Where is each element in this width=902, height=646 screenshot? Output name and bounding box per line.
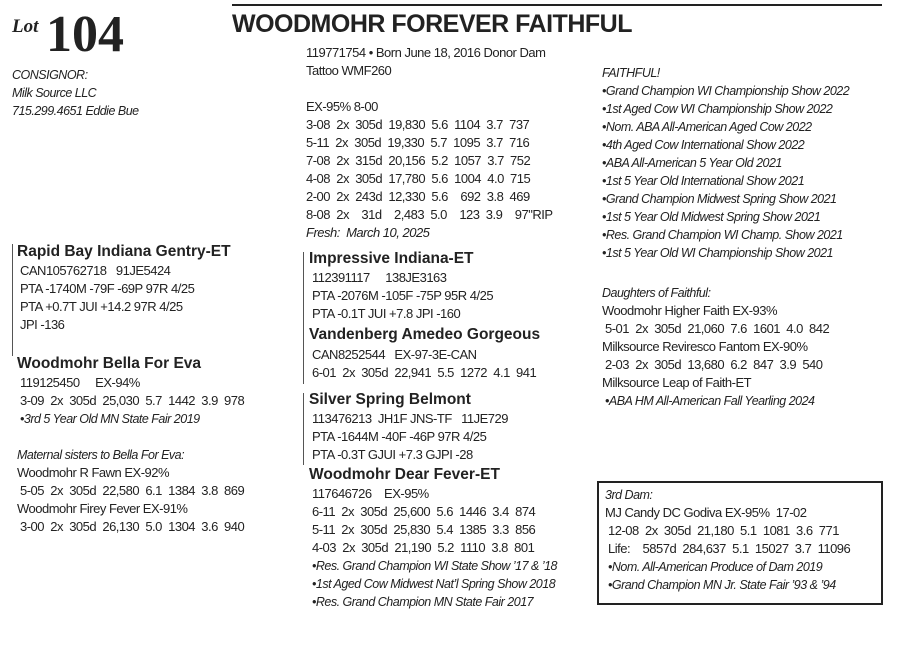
record-row: 8-08 2x 31d 2,483 5.0 123 3.9 97"RIP xyxy=(306,207,553,222)
dam-dam-id: 117646726 EX-95% xyxy=(312,486,429,501)
maternal-sisters xyxy=(17,446,244,536)
dam-sire-bracket xyxy=(303,393,304,465)
sire-sire-details xyxy=(312,269,493,323)
maternal-label: Maternal sisters to Bella For Eva: xyxy=(17,448,185,462)
dam-dam-award: •Res. Grand Champion WI State Show ’17 & ’18 xyxy=(312,559,558,573)
consignor-label: CONSIGNOR: xyxy=(12,68,88,82)
award-item: •1st 5 Year Old Midwest Spring Show 2021 xyxy=(602,210,821,224)
dam-dam-details xyxy=(312,485,557,611)
sire-dam-line: CAN8252544 EX-97-3E-CAN xyxy=(312,347,477,362)
dam-dam-name: Woodmohr Dear Fever-ET xyxy=(309,466,500,483)
sire-details xyxy=(20,262,194,334)
award-item: •1st 5 Year Old International Show 2021 xyxy=(602,174,805,188)
third-dam-life: Life: 5857d 284,637 5.1 15027 3.7 11096 xyxy=(608,541,851,556)
sire-sire-line: 112391117 138JE3163 xyxy=(312,270,447,285)
dam-dam-record: 6-11 2x 305d 25,600 5.6 1446 3.4 874 xyxy=(312,504,536,519)
third-dam-award: •Grand Champion MN Jr. State Fair ’93 & ’94 xyxy=(608,578,836,592)
page-title: WOODMOHR FOREVER FAITHFUL xyxy=(232,10,632,38)
sire-dam-line: 6-01 2x 305d 22,941 5.5 1272 4.1 941 xyxy=(312,365,537,380)
record-row: 7-08 2x 315d 20,156 5.2 1057 3.7 752 xyxy=(306,153,531,168)
dam-dam-record: 5-11 2x 305d 25,830 5.4 1385 3.3 856 xyxy=(312,522,536,537)
award-item: •Grand Champion Midwest Spring Show 2021 xyxy=(602,192,837,206)
daughter-record: 5-01 2x 305d 21,060 7.6 1601 4.0 842 xyxy=(605,321,830,336)
record-row: 5-11 2x 305d 19,330 5.7 1095 3.7 716 xyxy=(306,135,530,150)
daughters-section xyxy=(602,284,829,410)
award-item: •1st Aged Cow WI Championship Show 2022 xyxy=(602,102,833,116)
animal-id-line: 119771754 • Born June 18, 2016 Donor Dam xyxy=(306,45,546,60)
third-dam-label: 3rd Dam: xyxy=(605,488,653,502)
sister-name: Woodmohr Firey Fever EX-91% xyxy=(17,501,188,516)
sire-sire-bracket xyxy=(303,252,304,384)
award-item: •ABA All-American 5 Year Old 2021 xyxy=(602,156,782,170)
daughter-award: •ABA HM All-American Fall Yearling 2024 xyxy=(605,394,815,408)
third-dam-section xyxy=(605,486,850,594)
dam-details xyxy=(20,374,244,428)
dam-sire-line: PTA -0.3T GJUI +7.3 GJPI -28 xyxy=(312,447,473,462)
sire-line: PTA +0.7T JUI +14.2 97R 4/25 xyxy=(20,299,183,314)
faithful-awards xyxy=(602,64,849,262)
sire-sire-line: PTA -2076M -105F -75P 95R 4/25 xyxy=(312,288,494,303)
animal-info xyxy=(306,44,553,242)
animal-classification: EX-95% 8-00 xyxy=(306,99,378,114)
dam-sire-line: PTA -1644M -40F -46P 97R 4/25 xyxy=(312,429,487,444)
record-row: 2-00 2x 243d 12,330 5.6 692 3.8 469 xyxy=(306,189,530,204)
sire-dam-name: Vandenberg Amedeo Gorgeous xyxy=(309,326,541,343)
sister-record: 5-05 2x 305d 22,580 6.1 1384 3.8 869 xyxy=(20,483,245,498)
consignor-name: Milk Source LLC xyxy=(12,86,97,100)
dam-sire-name: Silver Spring Belmont xyxy=(309,391,471,408)
dam-dam-award: •1st Aged Cow Midwest Nat’l Spring Show 2018 xyxy=(312,577,556,591)
dam-id: 119125450 EX-94% xyxy=(20,375,140,390)
dam-name: Woodmohr Bella For Eva xyxy=(17,355,202,372)
lot-label: Lot xyxy=(12,16,39,37)
daughter-name: Woodmohr Higher Faith EX-93% xyxy=(602,303,778,318)
award-item: •Grand Champion WI Championship Show 2022 xyxy=(602,84,850,98)
sire-line: CAN105762718 91JE5424 xyxy=(20,263,171,278)
sire-line: JPI -136 xyxy=(20,317,65,332)
third-dam-award: •Nom. All-American Produce of Dam 2019 xyxy=(608,560,823,574)
award-item: •Nom. ABA All-American Aged Cow 2022 xyxy=(602,120,812,134)
award-item: •4th Aged Cow International Show 2022 xyxy=(602,138,805,152)
consignor-phone: 715.299.4651 Eddie Bue xyxy=(12,104,139,118)
record-row: 4-08 2x 305d 17,780 5.6 1004 4.0 715 xyxy=(306,171,531,186)
daughter-name: Milksource Leap of Faith-ET xyxy=(602,375,752,390)
sire-sire-name: Impressive Indiana-ET xyxy=(309,250,474,267)
award-item: •Res. Grand Champion WI Champ. Show 2021 xyxy=(602,228,843,242)
fresh-date: Fresh: March 10, 2025 xyxy=(306,225,430,240)
third-dam-name: MJ Candy DC Godiva EX-95% 17-02 xyxy=(605,505,807,520)
animal-tattoo: Tattoo WMF260 xyxy=(306,63,392,78)
dam-record: 3-09 2x 305d 25,030 5.7 1442 3.9 978 xyxy=(20,393,245,408)
daughter-name: Milksource Reviresco Fantom EX-90% xyxy=(602,339,808,354)
lot-number: 104 xyxy=(46,6,124,63)
dam-dam-award: •Res. Grand Champion MN State Fair 2017 xyxy=(312,595,534,609)
record-row: 3-08 2x 305d 19,830 5.6 1104 3.7 737 xyxy=(306,117,530,132)
header-rule xyxy=(232,4,882,6)
dam-award: •3rd 5 Year Old MN State Fair 2019 xyxy=(20,412,200,426)
third-dam-record: 12-08 2x 305d 21,180 5.1 1081 3.6 771 xyxy=(608,523,839,538)
sire-line: PTA -1740M -79F -69P 97R 4/25 xyxy=(20,281,195,296)
award-item: •1st 5 Year Old WI Championship Show 2021 xyxy=(602,246,834,260)
sister-name: Woodmohr R Fawn EX-92% xyxy=(17,465,170,480)
sister-record: 3-00 2x 305d 26,130 5.0 1304 3.6 940 xyxy=(20,519,245,534)
sire-sire-line: PTA -0.1T JUI +7.8 JPI -160 xyxy=(312,306,461,321)
daughter-record: 2-03 2x 305d 13,680 6.2 847 3.9 540 xyxy=(605,357,823,372)
dam-dam-record: 4-03 2x 305d 21,190 5.2 1110 3.8 801 xyxy=(312,540,535,555)
sire-name: Rapid Bay Indiana Gentry-ET xyxy=(17,243,231,260)
sire-dam-details xyxy=(312,346,536,382)
sire-bracket xyxy=(12,244,13,356)
dam-sire-line: 113476213 JH1F JNS-TF 11JE729 xyxy=(312,411,508,426)
dam-sire-details xyxy=(312,410,508,464)
daughters-label: Daughters of Faithful: xyxy=(602,286,711,300)
faithful-label: FAITHFUL! xyxy=(602,66,660,80)
